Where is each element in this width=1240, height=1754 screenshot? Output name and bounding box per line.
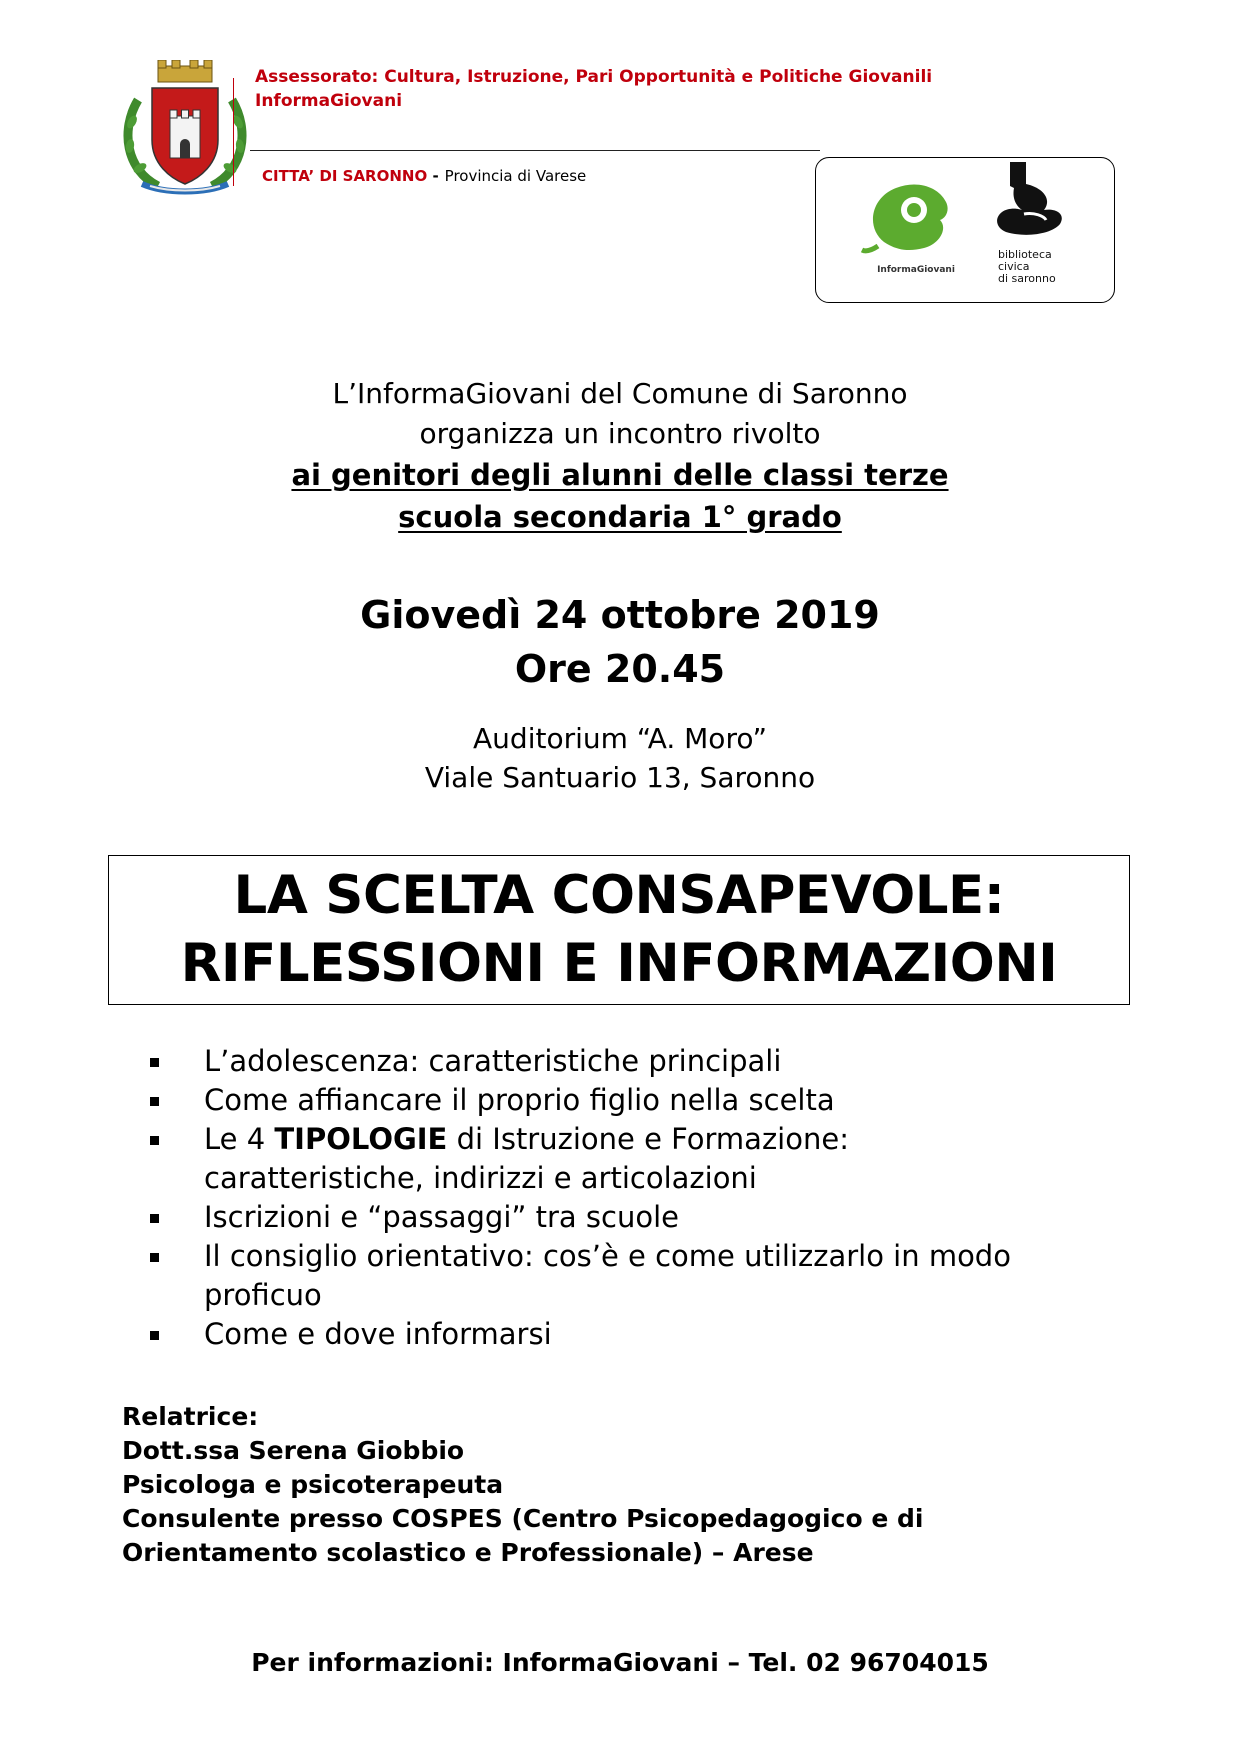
header-divider: [250, 150, 820, 151]
event-title-line-2: RIFLESSIONI E INFORMAZIONI: [180, 933, 1058, 994]
topic-text: Come e dove informarsi: [204, 1317, 552, 1351]
audience-line-2: [0, 500, 1240, 534]
event-address: Viale Santuario 13, Saronno: [424, 761, 816, 794]
list-item: [146, 1120, 1146, 1198]
intro-line-2: organizza un incontro rivolto: [419, 417, 821, 450]
topic-text: Iscrizioni e “passaggi” tra scuole: [204, 1200, 679, 1234]
list-item: [146, 1315, 1146, 1354]
saronno-coat-of-arms-icon: [120, 60, 250, 195]
topic-text-continued: proficuo: [204, 1278, 322, 1312]
biblioteca-logo-text-3: di saronno: [998, 272, 1056, 285]
city-prefix: CITTA’ DI: [262, 167, 343, 185]
intro-line-1: L’InformaGiovani del Comune di Saronno: [332, 377, 908, 410]
partner-logos-box: [815, 157, 1115, 303]
informagiovani-logo-icon: [856, 168, 976, 278]
list-item: [146, 1237, 1146, 1315]
speaker-affiliation-1: Consulente presso COSPES (Centro Psicopedagogico e di: [122, 1504, 924, 1533]
event-title-box: [108, 855, 1130, 1005]
audience-text-2: scuola secondaria 1° grado: [398, 500, 842, 534]
list-item: [146, 1042, 1146, 1081]
city-name: SARONNO: [342, 167, 428, 185]
event-title-line-1: LA SCELTA CONSAPEVOLE:: [233, 865, 1005, 926]
biblioteca-logo-text-1: biblioteca: [998, 248, 1052, 261]
list-item: [146, 1198, 1146, 1237]
speaker-block: [122, 1400, 923, 1570]
speaker-affiliation-2: Orientamento scolastico e Professionale) – Arese: [122, 1538, 814, 1567]
province: Provincia di Varese: [444, 167, 587, 185]
topic-text-continued: caratteristiche, indirizzi e articolazioni: [204, 1161, 757, 1195]
informagiovani-logo-text: InformaGiovani: [877, 265, 955, 275]
topic-text: Il consiglio orientativo: cos’è e come utilizzarlo in modo: [204, 1239, 1011, 1273]
topics-list: [146, 1042, 1146, 1354]
topic-text-emphasis: TIPOLOGIE: [274, 1122, 448, 1156]
event-date: Giovedì 24 ottobre 2019: [360, 593, 880, 637]
department-title: Assessorato: Cultura, Istruzione, Pari Opportunità e Politiche Giovanili: [255, 67, 933, 87]
biblioteca-logo-text-2: civica: [998, 260, 1030, 273]
event-venue: Auditorium “A. Moro”: [473, 722, 767, 755]
header-divider-vertical: [233, 78, 234, 186]
topic-text: Come affiancare il proprio figlio nella scelta: [204, 1083, 835, 1117]
bullet-square-icon: [150, 1136, 159, 1145]
bullet-square-icon: [150, 1253, 159, 1262]
city-line: [262, 167, 586, 185]
bullet-square-icon: [150, 1058, 159, 1067]
bullet-square-icon: [150, 1214, 159, 1223]
topic-text: L’adolescenza: caratteristiche principali: [204, 1044, 782, 1078]
biblioteca-logo-icon: [994, 162, 1084, 302]
city-dash: -: [427, 167, 439, 185]
list-item: [146, 1081, 1146, 1120]
bullet-square-icon: [150, 1331, 159, 1340]
office-name: InformaGiovani: [255, 91, 403, 111]
topic-text: Le 4: [204, 1122, 275, 1156]
speaker-name: Dott.ssa Serena Giobbio: [122, 1436, 465, 1465]
audience-text-1: ai genitori degli alunni delle classi terze: [291, 458, 949, 492]
contact-info: Per informazioni: InformaGiovani – Tel. 02 96704015: [251, 1648, 989, 1677]
audience-line-1: [0, 458, 1240, 492]
bullet-square-icon: [150, 1097, 159, 1106]
speaker-role: Psicologa e psicoterapeuta: [122, 1470, 504, 1499]
topic-text: di Istruzione e Formazione:: [447, 1122, 849, 1156]
speaker-label: Relatrice:: [122, 1402, 259, 1431]
event-time: Ore 20.45: [514, 647, 726, 691]
